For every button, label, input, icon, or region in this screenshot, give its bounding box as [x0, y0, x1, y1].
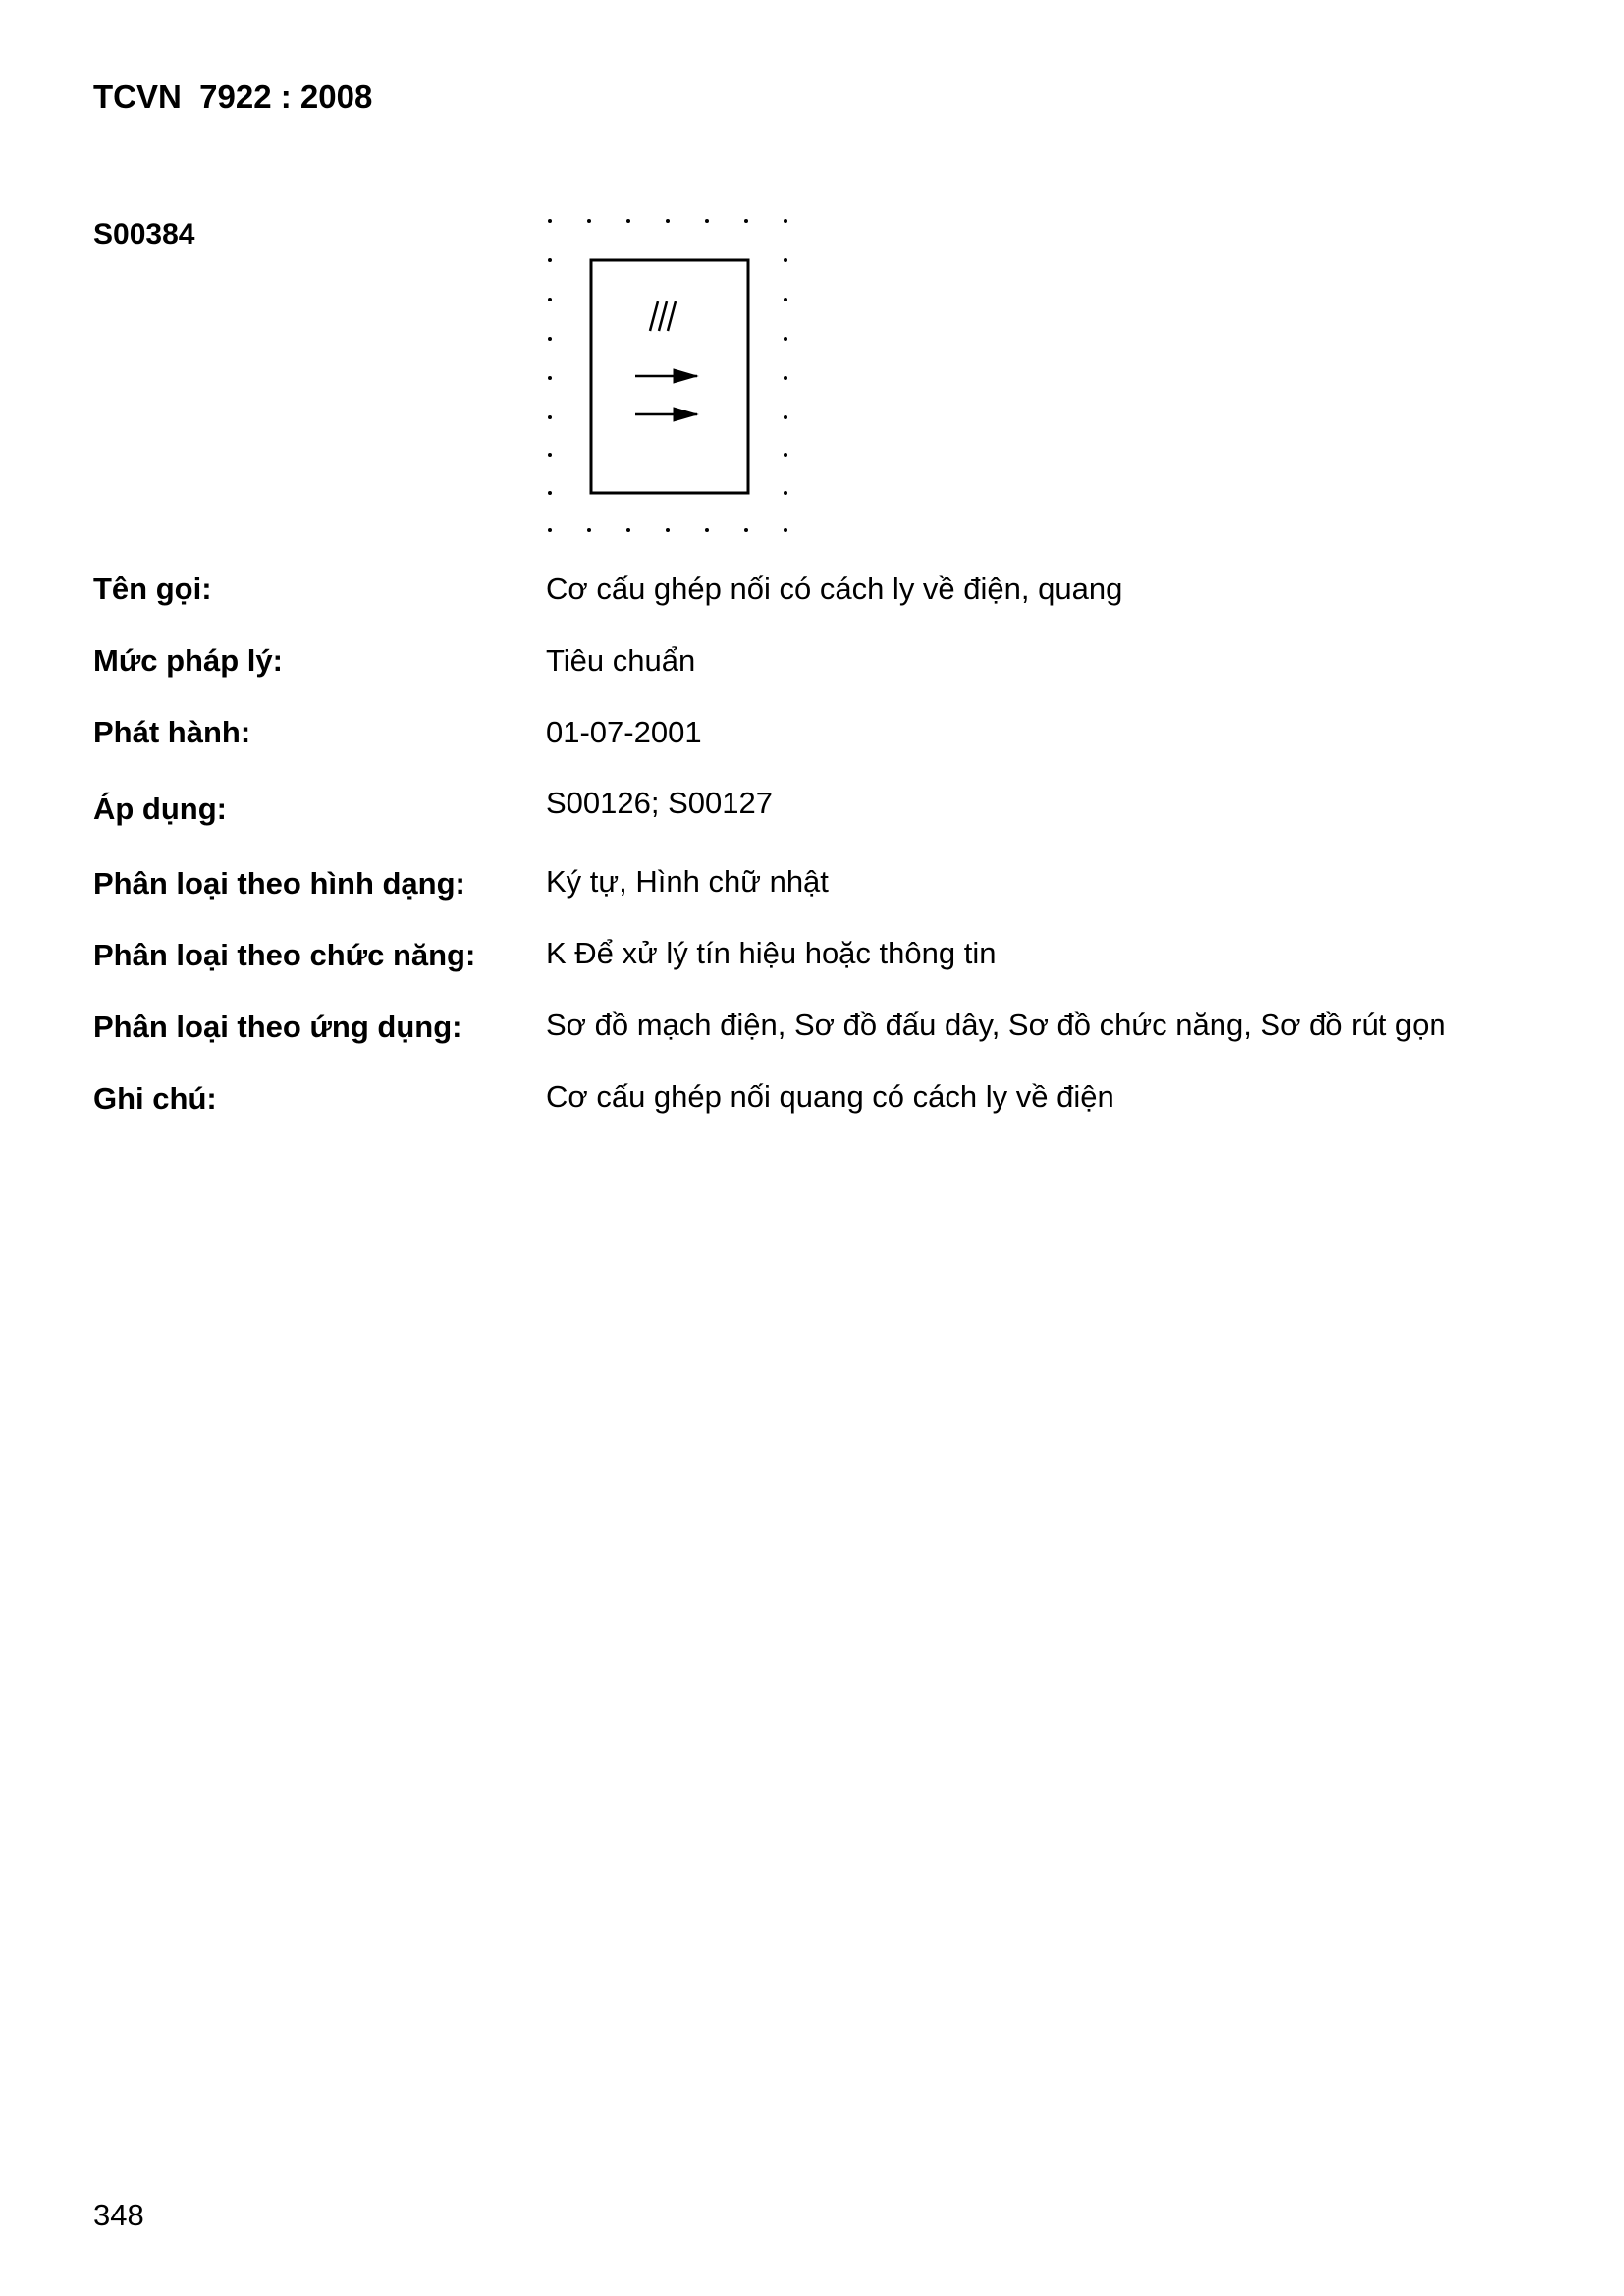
- value-ghi-chu: Cơ cấu ghép nối quang có cách ly về điện: [546, 1079, 1114, 1114]
- label-phat-hanh: Phát hành:: [93, 715, 251, 749]
- value-muc-phap-ly: Tiêu chuẩn: [546, 643, 696, 678]
- value-ten-goi: Cơ cấu ghép nối có cách ly về điện, quang: [546, 572, 1123, 606]
- label-ap-dung: Áp dụng:: [93, 792, 228, 826]
- value-phan-loai-chuc-nang: K Để xử lý tín hiệu hoặc thông tin: [546, 936, 997, 970]
- label-muc-phap-ly: Mức pháp lý:: [93, 643, 283, 678]
- value-phat-hanh: 01-07-2001: [546, 715, 702, 749]
- label-phan-loai-ung-dung: Phân loại theo ứng dụng:: [93, 1010, 462, 1044]
- label-ten-goi: Tên gọi:: [93, 572, 212, 606]
- optical-arrows: [635, 369, 697, 421]
- optocoupler-symbol-icon: [530, 201, 815, 555]
- symbol-code: S00384: [93, 218, 195, 250]
- value-phan-loai-ung-dung: Sơ đồ mạch điện, Sơ đồ đấu dây, Sơ đồ chức năng, Sơ đồ rút gọn: [546, 1008, 1446, 1042]
- value-ap-dung: S00126; S00127: [546, 786, 773, 820]
- value-phan-loai-hinh-dang: Ký tự, Hình chữ nhật: [546, 864, 829, 899]
- label-ghi-chu: Ghi chú:: [93, 1081, 217, 1116]
- isolation-marks: [650, 301, 676, 331]
- label-phan-loai-hinh-dang: Phân loại theo hình dạng:: [93, 866, 465, 901]
- label-phan-loai-chuc-nang: Phân loại theo chức năng:: [93, 938, 476, 972]
- page-number: 348: [93, 2198, 144, 2232]
- standard-title: TCVN 7922 : 2008: [93, 79, 373, 115]
